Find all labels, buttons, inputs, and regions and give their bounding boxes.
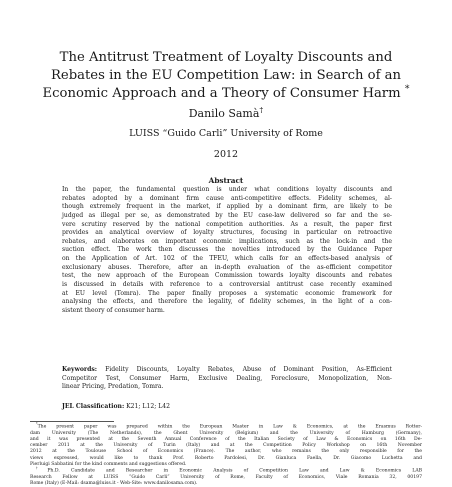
footnote-line: and it was presented at the Seventh Annual Conference of the Italian Society of Law & Economics on 16th De- xyxy=(30,436,422,442)
footnote-line: Rome (Italy) (E-Mail: dsama@luiss.it - Web-Site: www.danilosama.com). xyxy=(30,480,198,486)
footnote-line: cember 2011 at the University of Turin (Italy) and at the Competition Policy Workshop on 16th November xyxy=(30,443,422,449)
abstract-line: test, the new approach of the European Commission towards loyalty discounts and rebates xyxy=(62,272,392,280)
abstract-line: rebates, and elaborates on important economic implications, such as the lock-in and the xyxy=(62,237,392,245)
keywords-label: Keywords: xyxy=(62,366,98,373)
abstract-line: though extremely frequent in the market, if applied by a dominant firm, are likely to be xyxy=(62,203,392,211)
abstract-line: sistent theory of consumer harm. xyxy=(62,306,165,314)
author-name xyxy=(0,107,452,120)
title-footnote-mark: * xyxy=(404,83,410,95)
abstract-line: provides an analytical overview of loyalty structures, focusing in particular on retroactive xyxy=(62,229,392,237)
jel-codes: K21; L12; L42 xyxy=(124,403,171,410)
jel-label: JEL Classification: xyxy=(62,403,125,410)
keywords-text-1: Fidelity Discounts, Loyalty Rebates, Abuse of Dominant Position, As-Efficient xyxy=(97,366,392,373)
title-line-2: Rebates in the EU Competition Law: in Search of an xyxy=(50,68,402,83)
footnote-mark: † xyxy=(36,465,48,470)
keywords-line-3: linear Pricing, Predation, Tomra. xyxy=(62,383,164,391)
keywords-line-2: Competitor Test, Consumer Harm, Exclusive Dealing, Foreclosure, Monopolization, Non- xyxy=(62,374,392,382)
title-line-1: The Antitrust Treatment of Loyalty Discounts and xyxy=(59,50,393,65)
footnote-line xyxy=(30,465,423,475)
footnote-line: views expressed, would like to thank Prof. Roberto Pardolesi, Dr. Gianluca Faella, Dr. Giacomo Luchetta and xyxy=(30,455,422,461)
publication-year: 2012 xyxy=(213,149,239,160)
footnote-line: Research Fellow at LUISS “Guido Carli” University of Rome, Faculty of Economics, Viale Romania 32, 00197 xyxy=(30,474,422,480)
footnotes xyxy=(30,424,422,487)
footnote-mark: * xyxy=(36,422,38,426)
abstract-line: vere scrutiny reserved by the national competition authorities. As a result, the paper first xyxy=(62,220,392,228)
abstract-line: at EU level (Tomra). The paper finally proposes a systematic economic framework for xyxy=(62,289,392,297)
abstract-heading: Abstract xyxy=(208,176,244,185)
title-line-3 xyxy=(20,85,432,103)
footnote-text: The present paper was prepared within the European Master in Law & Economics, at the Erasmus Rotter- xyxy=(37,424,422,430)
abstract-body xyxy=(62,186,392,315)
jel-classification xyxy=(62,403,170,410)
abstract-line: suction effect. The work then discusses the novelties introduced by the Guidance Paper xyxy=(62,246,392,254)
author-footnote-mark: † xyxy=(259,105,264,115)
abstract-line: analysing the effects, and therefore the legality, of fidelity schemes, in the light of a con- xyxy=(62,298,392,306)
abstract-line: rebates adopted by a dominant firm cause anti-competitive effects. Fidelity schemes, al- xyxy=(62,194,392,202)
abstract-line: judged as illegal per se, as demonstrated by the EU case-law delivered so far and the se- xyxy=(62,211,392,219)
footnote-text: Ph.D. Candidate and Researcher in Economic Analysis of Competition Law and Law & Economics LAB xyxy=(47,468,423,474)
paper-title xyxy=(20,49,432,103)
author-affiliation: LUISS “Guido Carli” University of Rome xyxy=(129,128,323,139)
author-name-text: Danilo Samà xyxy=(188,107,260,120)
footnote-line: 2012 at the Toulouse School of Economics (France). The author, who remains the only responsible for the xyxy=(30,449,422,455)
title-line-3-text: Economic Approach and a Theory of Consumer Harm xyxy=(42,86,405,101)
footnote-rule xyxy=(30,421,114,422)
abstract-line: exclusionary abuses. Therefore, after an in-depth evaluation of the as-efficient competitor xyxy=(62,263,392,271)
footnote-line: dam University (The Netherlands), the Ghent University (Belgium) and the University of Hamburg (Germany), xyxy=(30,430,422,436)
footnote-line: Pierluigi Sabbatini for the kind comments and suggestions offered. xyxy=(30,461,187,467)
abstract-line: is discussed in details with reference to a controversial antitrust case recently examined xyxy=(62,280,392,288)
footnote-line xyxy=(30,424,422,431)
abstract-line: on the Application of Art. 102 of the TFEU, which calls for an effects-based analysis of xyxy=(62,255,392,262)
keywords-line-1 xyxy=(62,366,392,375)
abstract-line: In the paper, the fundamental question is under what conditions loyalty discounts and xyxy=(62,186,392,193)
keywords-section xyxy=(62,366,392,392)
